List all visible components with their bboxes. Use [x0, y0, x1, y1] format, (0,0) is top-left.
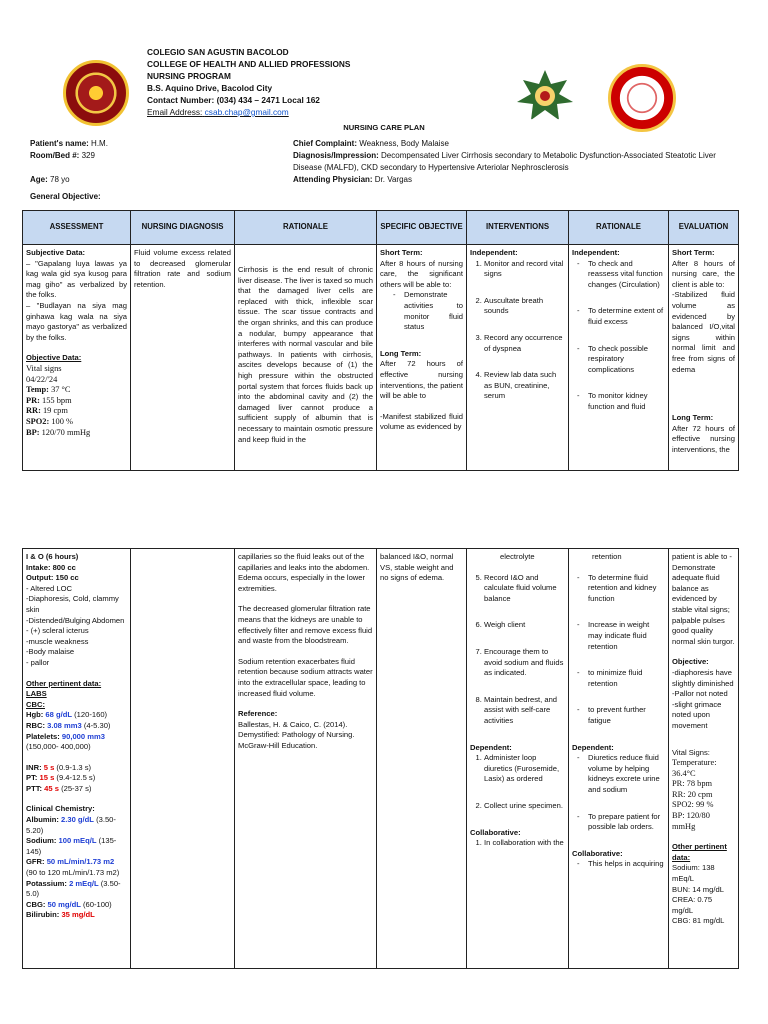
intervention-cont: electrolyte: [500, 552, 535, 561]
hgb-range: (120-160): [74, 710, 108, 720]
albumin-label: Albumin:: [26, 815, 59, 825]
address: B.S. Aquino Drive, Bacolod City: [147, 83, 273, 93]
col-rationale: RATIONALE: [235, 211, 377, 245]
intervention-item: 2. Auscultate breath sounds: [484, 296, 565, 317]
independent-rationale-label: Independent:: [572, 248, 620, 257]
rationale-item: - to prevent further fatigue: [572, 705, 665, 726]
eval-short-term-text-2: -Stabilized fluid volume as evidenced by balanced I/O,vital signs within normal limit and free from signs of edema: [672, 290, 735, 374]
rationale-cont: retention: [592, 552, 622, 561]
reference-text: Ballestas, H. & Caico, C. (2014). Demystified: Pathology of Nursing. McGraw-Hill Education.: [238, 719, 355, 750]
chief-complaint: Weakness, Body Malaise: [359, 139, 449, 148]
subjective-quote-2: – "Budlayan na siya mag ginhawa kag wala na siya mayo gastorya" as verbalized by the folks.: [26, 300, 127, 342]
evaluation-cell-cont: [669, 549, 739, 969]
sodium-value: 100 mEq/L: [58, 836, 97, 846]
spo2-label: SPO2:: [26, 416, 50, 426]
care-plan-table-bottom: [22, 548, 739, 969]
cbg-value: 50 mg/dL: [47, 899, 81, 909]
platelets-range: (150,000- 400,000): [26, 742, 91, 752]
potassium-value: 2 mEq/L: [69, 878, 99, 888]
diagnosis: Decompensated Liver Cirrhosis secondary to Metabolic Dysfunction-Associated Steatotic Liver Disease (MALFD), CKD secondary to Hypertensive Arteriolar Nephrosclerosis: [293, 151, 716, 172]
eval-objective-item: -diaphoresis have slightly diminished: [672, 667, 734, 688]
other-data-label: Other pertinent data:: [26, 678, 102, 688]
subjective-label: Subjective Data:: [26, 248, 86, 257]
dependent-rationale-label: Dependent:: [572, 742, 614, 752]
cbg-label: CBG:: [26, 899, 46, 909]
short-term-item: - Demonstrate activities to monitor fluid status: [388, 290, 463, 332]
eval-other-item: BUN: 14 mg/dL: [672, 884, 724, 894]
short-term-label: Short Term:: [380, 248, 423, 257]
rationale-item: - To check possible respiratory complications: [572, 344, 665, 376]
intervention-item: 7. Encourage them to avoid sodium and fluids as indicated.: [484, 647, 565, 679]
eval-long-term-label: Long Term:: [672, 413, 714, 423]
eval-objective-label: Objective:: [672, 657, 709, 667]
rr-value: 19 cpm: [42, 406, 68, 416]
specific-objective-cell: [377, 245, 467, 471]
physician-label: Attending Physician:: [293, 175, 373, 184]
patient-info-right: [293, 138, 738, 186]
long-term-text: After 72 hours of effective nursing interventions, the patient will be able to: [380, 359, 463, 401]
table-row: [23, 245, 739, 471]
long-term-text-2: -Manifest stabilized fluid volume as evidenced by: [380, 411, 463, 432]
intervention-item: 5. Record I&O and calculate fluid volume balance: [484, 573, 565, 605]
albumin-range: (3.50-5.20): [26, 815, 116, 835]
eval-other-item: CBG: 81 mg/dL: [672, 916, 725, 926]
eval-vs-item: SPO2: 99 %: [672, 800, 714, 810]
bp-value: 120/70 mmHg: [41, 427, 91, 437]
rbc-value: 3.08 mm3: [47, 720, 82, 730]
rationale-2-cell-cont: [569, 549, 669, 969]
intervention-item: 1. Monitor and record vital signs: [484, 259, 565, 280]
eval-short-term-label: Short Term:: [672, 248, 715, 257]
patient-name-label: Patient's name:: [30, 139, 89, 148]
email-link[interactable]: csab.chap@gmail.com: [204, 107, 289, 117]
sodium-label: Sodium:: [26, 836, 57, 846]
cbc-label: CBC:: [26, 699, 45, 709]
collaborative-item: 1. In collaboration with the: [484, 838, 565, 849]
long-term-label: Long Term:: [380, 348, 422, 358]
col-evaluation: EVALUATION: [669, 211, 739, 245]
rationale-2-cell: [569, 245, 669, 471]
short-term-text: After 8 hours of nursing care, the significant others will be able to:: [380, 258, 463, 289]
io-label: I & O (6 hours): [26, 552, 79, 561]
complaint-label: Chief Complaint:: [293, 139, 357, 148]
rationale-item: - This helps in acquiring: [572, 859, 665, 870]
inr-label: INR:: [26, 762, 42, 772]
albumin-value: 2.30 g/dL: [61, 815, 94, 825]
bilirubin-label: Bilirubin:: [26, 910, 60, 920]
platelets-label: Platelets:: [26, 731, 60, 741]
independent-label: Independent:: [470, 248, 518, 257]
vital-signs-title: Vital signs: [26, 363, 62, 373]
pr-value: 155 bpm: [42, 395, 72, 405]
assessment-cell: [23, 245, 131, 471]
temp-label: Temp:: [26, 385, 49, 395]
intervention-item: 6. Weigh client: [484, 620, 565, 631]
pt-range: (9.4-12.5 s): [56, 773, 96, 783]
output: Output: 150 cc: [26, 573, 79, 583]
room-label: Room/Bed #:: [30, 151, 80, 160]
program-name: NURSING PROGRAM: [147, 71, 231, 81]
potassium-label: Potassium:: [26, 878, 67, 888]
care-plan-table-top: [22, 210, 739, 471]
rationale-cell-cont: [235, 549, 377, 969]
eval-vs-item: RR: 20 cpm: [672, 789, 713, 799]
col-interventions: INTERVENTIONS: [467, 211, 569, 245]
college-seal-logo: [63, 60, 129, 126]
age-value: 78 yo: [50, 175, 70, 184]
objective-label: Objective Data:: [26, 353, 82, 363]
gfr-label: GFR:: [26, 857, 45, 867]
pt-value: 15 s: [39, 773, 55, 783]
rationale-item: - Diuretics reduce fluid volume by helping kidneys excrete urine and sodium: [572, 753, 665, 795]
rationale-item: - To determine extent of fluid excess: [572, 306, 665, 327]
nursing-diagnosis-cell-cont: [131, 549, 235, 969]
hgb-value: 68 g/dL: [45, 710, 73, 720]
eval-objective-item: -Pallor not noted: [672, 689, 728, 699]
contact-number: Contact Number: (034) 434 – 2471 Local 162: [147, 95, 320, 105]
attending-physician: Dr. Vargas: [374, 175, 412, 184]
eval-vs-item: PR: 78 bpm: [672, 779, 713, 789]
interventions-cell: [467, 245, 569, 471]
general-objective-label: General Objective:: [30, 192, 101, 201]
rationale-item: - to minimize fluid retention: [572, 668, 665, 689]
diagnosis-label: Diagnosis/Impression:: [293, 151, 379, 160]
school-header: [147, 46, 350, 118]
col-specific-objective: SPECIFIC OBJECTIVE: [377, 211, 467, 245]
ptt-value: 45 s: [44, 783, 59, 793]
rbc-range: (4-5.30): [83, 720, 111, 730]
ptt-label: PTT:: [26, 783, 43, 793]
bilirubin-value: 35 mg/dL: [61, 910, 95, 920]
collaborative-label: Collaborative:: [470, 827, 521, 837]
dependent-item: 2. Collect urine specimen.: [484, 801, 565, 812]
intervention-item: 3. Record any occurrence of dyspnea: [484, 333, 565, 354]
rationale-item: - To prepare patient for possible lab orders.: [572, 812, 665, 833]
interventions-cell-cont: [467, 549, 569, 969]
intake: Intake: 800 cc: [26, 562, 76, 572]
hgb-label: Hgb:: [26, 710, 44, 720]
college-name: COLEGIO SAN AGUSTIN BACOLOD: [147, 47, 289, 57]
intervention-item: 4. Review lab data such as BUN, creatinine, serum: [484, 370, 565, 402]
rationale-paragraph: capillaries so the fluid leaks out of the capillaries and leaks into the abdomen. Edema occurs, especially in the lower extremities.: [238, 552, 370, 593]
reference-label: Reference:: [238, 709, 278, 719]
sign-item: -Distended/Bulging Abdomen: [26, 615, 125, 625]
pt-label: PT:: [26, 773, 38, 783]
rationale-item: - To determine fluid retention and kidney function: [572, 573, 665, 605]
labs-label: LABS: [26, 689, 47, 699]
dependent-label: Dependent:: [470, 742, 512, 752]
evaluation-cell: [669, 245, 739, 471]
sodium-range: (135-145): [26, 836, 117, 856]
rationale-paragraph: The decreased glomerular filtration rate means that the kidneys are unable to effectively filter and remove excess fluid and waste from the bloodstream.: [238, 604, 373, 646]
sign-item: - pallor: [26, 657, 50, 667]
room-number: 329: [81, 151, 95, 160]
col-assessment: ASSESSMENT: [23, 211, 131, 245]
subjective-quote-1: – "Gapalang luya lawas ya kag wala gid sya kusog para mag giho" as verbalized by the folks.: [26, 258, 127, 300]
sign-item: -Body malaise: [26, 647, 75, 657]
eval-short-term-text: After 8 hours of nursing care, the client is able to:: [672, 258, 735, 289]
table-header-row: [23, 211, 739, 245]
vital-signs-date: 04/22/'24: [26, 374, 58, 384]
rationale-item: - Increase in weight may indicate fluid retention: [572, 620, 665, 652]
email-label: Email Address:: [147, 107, 203, 117]
email-line: [147, 106, 350, 118]
nursing-emblem-logo: [515, 68, 575, 122]
dependent-item: 1. Administer loop diuretics (Furosemide, Lasix) as ordered: [484, 753, 565, 785]
clinical-chemistry-label: Clinical Chemistry:: [26, 804, 95, 814]
eval-long-term-text: After 72 hours of effective nursing interventions, the: [672, 423, 735, 454]
pr-label: PR:: [26, 395, 40, 405]
col-rationale-2: RATIONALE: [569, 211, 669, 245]
potassium-range: (3.50-5.0): [26, 878, 121, 899]
platelets-value: 90,000 mm3: [61, 731, 105, 741]
patient-info-left: [30, 138, 108, 203]
intervention-item: 8. Maintain bedrest, and assist with self-care activities: [484, 695, 565, 727]
page-title: NURSING CARE PLAN: [343, 123, 425, 132]
rbc-label: RBC:: [26, 720, 45, 730]
patient-name: H.M.: [91, 139, 108, 148]
col-nursing-diagnosis: NURSING DIAGNOSIS: [131, 211, 235, 245]
sign-item: - Altered LOC: [26, 583, 73, 593]
eval-other-item: Sodium: 138 mEq/L: [672, 863, 715, 884]
sign-item: -muscle weakness: [26, 636, 89, 646]
spo2-value: 100 %: [51, 416, 73, 426]
rationale-item: - To check and reassess vital function changes (Circulation): [572, 259, 665, 291]
eval-objective-item: -slight grimace noted upon movement: [672, 699, 722, 730]
specific-objective-cell-cont: balanced I&O, normal VS, stable weight and no signs of edema.: [377, 549, 467, 969]
department-name: COLLEGE OF HEALTH AND ALLIED PROFESSIONS: [147, 59, 351, 69]
cbg-range: (60-100): [83, 899, 112, 909]
sign-item: -Diaphoresis, Cold, clammy skin: [26, 594, 119, 614]
inr-range: (0.9-1.3 s): [56, 762, 92, 772]
temp-value: 37 °C: [51, 385, 71, 395]
gfr-value: 50 mL/min/1.73 m2: [46, 857, 115, 867]
chap-logo: [608, 64, 676, 132]
eval-vs-label: Vital Signs:: [672, 747, 710, 757]
inr-value: 5 s: [43, 762, 55, 772]
nursing-diagnosis-cell: Fluid volume excess related to decreased glomerular filtration rate and sodium retention.: [131, 245, 235, 471]
rationale-paragraph: Sodium retention exacerbates fluid retention because sodium attracts water into the extracellular space, leading to increased fluid volume.: [238, 656, 373, 698]
table-row: [23, 549, 739, 969]
bp-label: BP:: [26, 427, 40, 437]
age-label: Age:: [30, 175, 48, 184]
rationale-item: - To monitor kidney function and fluid: [572, 391, 665, 412]
eval-other-item: CREA: 0.75 mg/dL: [672, 895, 713, 915]
eval-cont: patient is able to -Demonstrate adequate fluid balance as evidenced by stable vital signs; palpable pulses good quality normal skin turgor.: [672, 552, 735, 646]
eval-vs-item: Temperature: 36.4°C: [672, 758, 717, 778]
collaborative-rationale-label: Collaborative:: [572, 848, 623, 858]
assessment-cell-cont: [23, 549, 131, 969]
sign-item: - (+) scleral icterus: [26, 626, 89, 636]
gfr-range: (90 to 120 mL/min/1.73 m2): [26, 868, 120, 878]
eval-vs-item: BP: 120/80 mmHg: [672, 811, 710, 831]
rationale-cell: Cirrhosis is the end result of chronic liver disease. The liver is taxed so much that the damaged liver cells are replaced with thick, inflexible scar tissue. The scar tissue contracts and the organ shrinks, and this can produce a nodular, bumpy appearance that interferes with normal vascular and bile pathways. In patients with cirrhosis, ascites develops because of (1) the high pressure within the obstructed portal system that forces fluids back up into the abdominal cavity and (2) the damaged liver cannot produce a sufficient supply of albumin that is necessary to maintain osmotic pressure and keep fluid in the: [235, 245, 377, 471]
rr-label: RR:: [26, 406, 41, 416]
ptt-range: (25-37 s): [61, 783, 92, 793]
eval-other-label: Other pertinent data:: [672, 842, 727, 862]
